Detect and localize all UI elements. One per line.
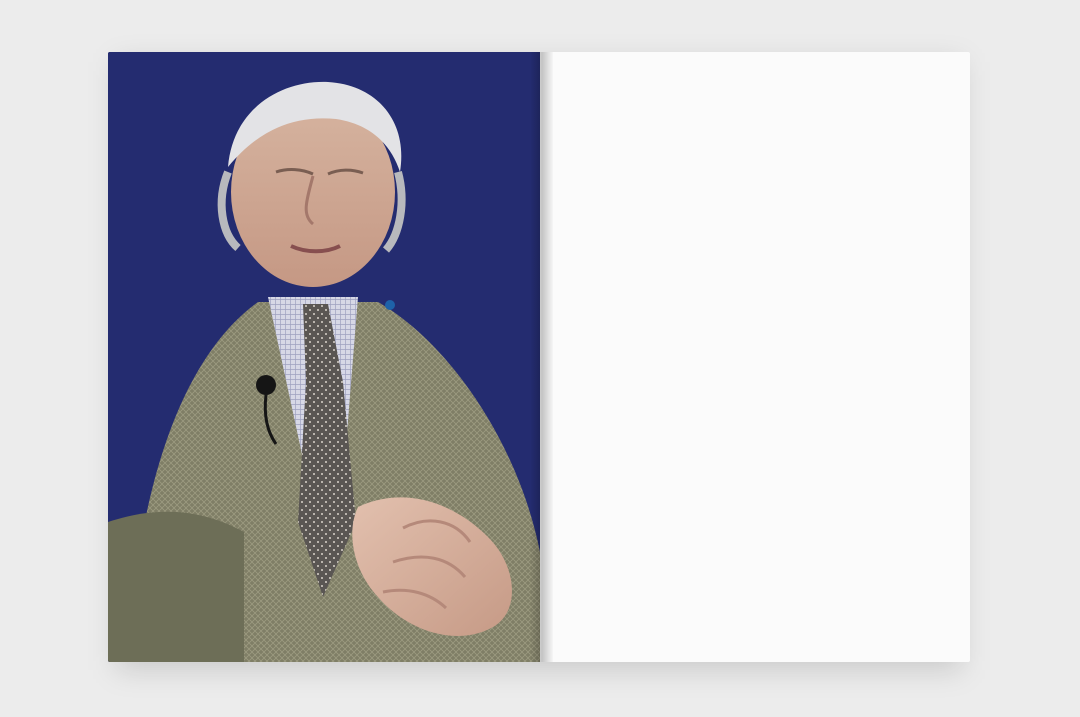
- left-page: [108, 52, 540, 662]
- background-logo-text: [438, 134, 508, 264]
- article-column-middle: [688, 370, 814, 376]
- article-column-right: [820, 370, 948, 376]
- magazine-spread: [108, 52, 970, 662]
- right-page: [540, 52, 970, 662]
- article-intro: [695, 184, 943, 185]
